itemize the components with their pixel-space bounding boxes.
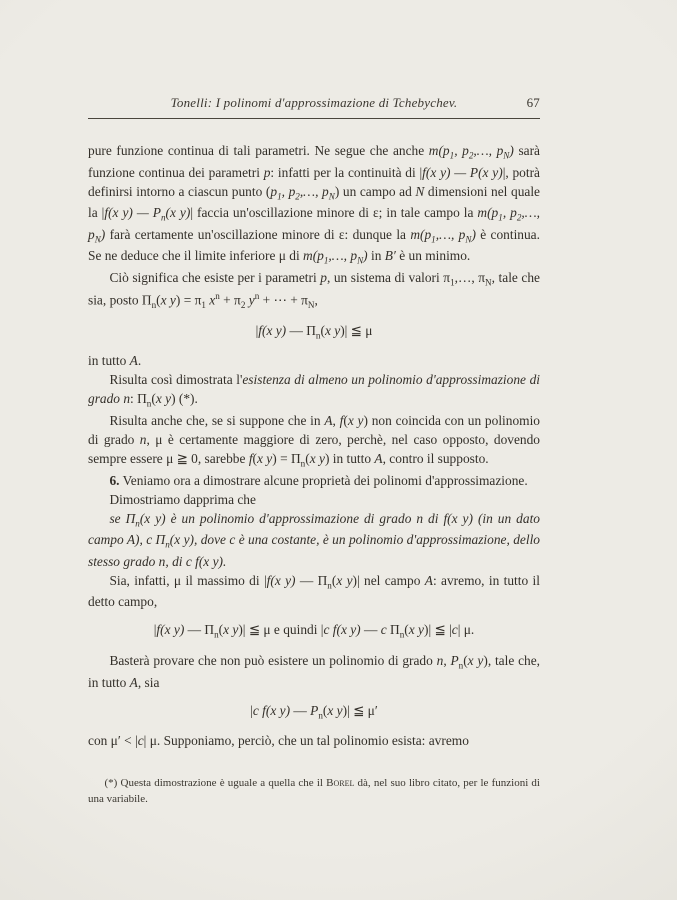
header-rule [88,118,540,119]
paragraph: pure funzione continua di tali parametri. Ne segue che anche $m(p_1$, $p_2,\dots$, $p_N$) sarà funzione continua dei parametri p: infatti per la continuità di |f(x y) — P(x y)|, potrà definirsi intorno a ciascun punto ($p_1$, $p_2,\dots$, $p_N$) un campo ad N dimensioni nel quale la |f(x y) — $P_n(x$ y)| faccia un'oscillazione minore di ε; in tale campo la $m(p_1$, $p_2,\dots$, $p_N$) farà certamente un'oscillazione minore di ε: dunque la $m(p_1,\dots$, $p_N$) è continua. Se ne deduce che il limite inferiore μ di $m(p_1,\dots$, $p_N$) in B′ è un minimo. [88,143,541,267]
paragraph: in tutto A. [88,353,142,369]
paragraph: 6. Veniamo ora a dimostrare alcune proprietà dei polinomi d'approssimazione. [109,472,528,488]
paragraph: Sia, infatti, μ il massimo di |f(x y) — $\Pi_n(x$ y)| nel campo A: avremo, in tutto il detto campo, [88,572,540,610]
running-title: Tonelli: I polinomi d'approssimazione di Tchebychev. [170,95,458,110]
article-body [88,141,540,750]
paragraph: Ciò significa che esiste per i parametri p, un sistema di valori $\pi_1,\dots$, $\pi_N$, tale che sia, posto $\Pi_n(x$ $y) = \pi_1$ $x^n + \pi_2$ $y^n$ + ⋯ + $\pi_N$, [88,270,540,310]
page-content [88,95,540,807]
paragraph: Risulta anche che, se si suppone che in A, f(x y) non coincida con un polinomio di grado n, μ è certamente maggiore di zero, perchè, nel caso opposto, dovendo sempre essere μ ≧ 0, sarebbe f(x $y) = \Pi_n(x$ y) in tutto A, contro il supposto. [88,412,540,469]
page-number: 67 [526,95,540,110]
paragraph: Dimostriamo dapprima che [109,491,256,507]
paragraph: Basterà provare che non può esistere un polinomio di grado n, $P_n(x$ y), tale che, in tutto A, sia [88,653,540,690]
paragraph: con μ′ < |c| μ. Supponiamo, perciò, che un tal polinomio esista: avremo [88,733,469,749]
footnote: (*) Questa dimostrazione è uguale a quella che il Borel dà, nel suo libro citato, per le funzioni di una variabile. [88,777,540,805]
paragraph: Risulta così dimostrata l'esistenza di almeno un polinomio d'approssimazione di grado n: $\Pi_n(x$ y) (*). [88,372,540,409]
theorem-statement: se $\Pi_n(x$ y) è un polinomio d'approssimazione di grado n di f(x y) (in un dato campo A), c $\Pi_n(x$ y), dove c è una costante, è un polinomio d'approssimazione, dello stesso grado n, di c f(x y). [88,510,540,569]
display-formula: |f(x y) — $\Pi_n(x$ y)| ≦ μ e quindi |c f(x y) — c $\Pi_n(x$ y)| ≦ |c| μ. [153,622,475,641]
display-formula: |c f(x y) — $P_n(x$ y)| ≦ μ′ [250,702,378,721]
page-header [88,95,540,111]
display-formula: |f(x y) — $\Pi_n(x$ y)| ≦ μ [255,322,373,341]
